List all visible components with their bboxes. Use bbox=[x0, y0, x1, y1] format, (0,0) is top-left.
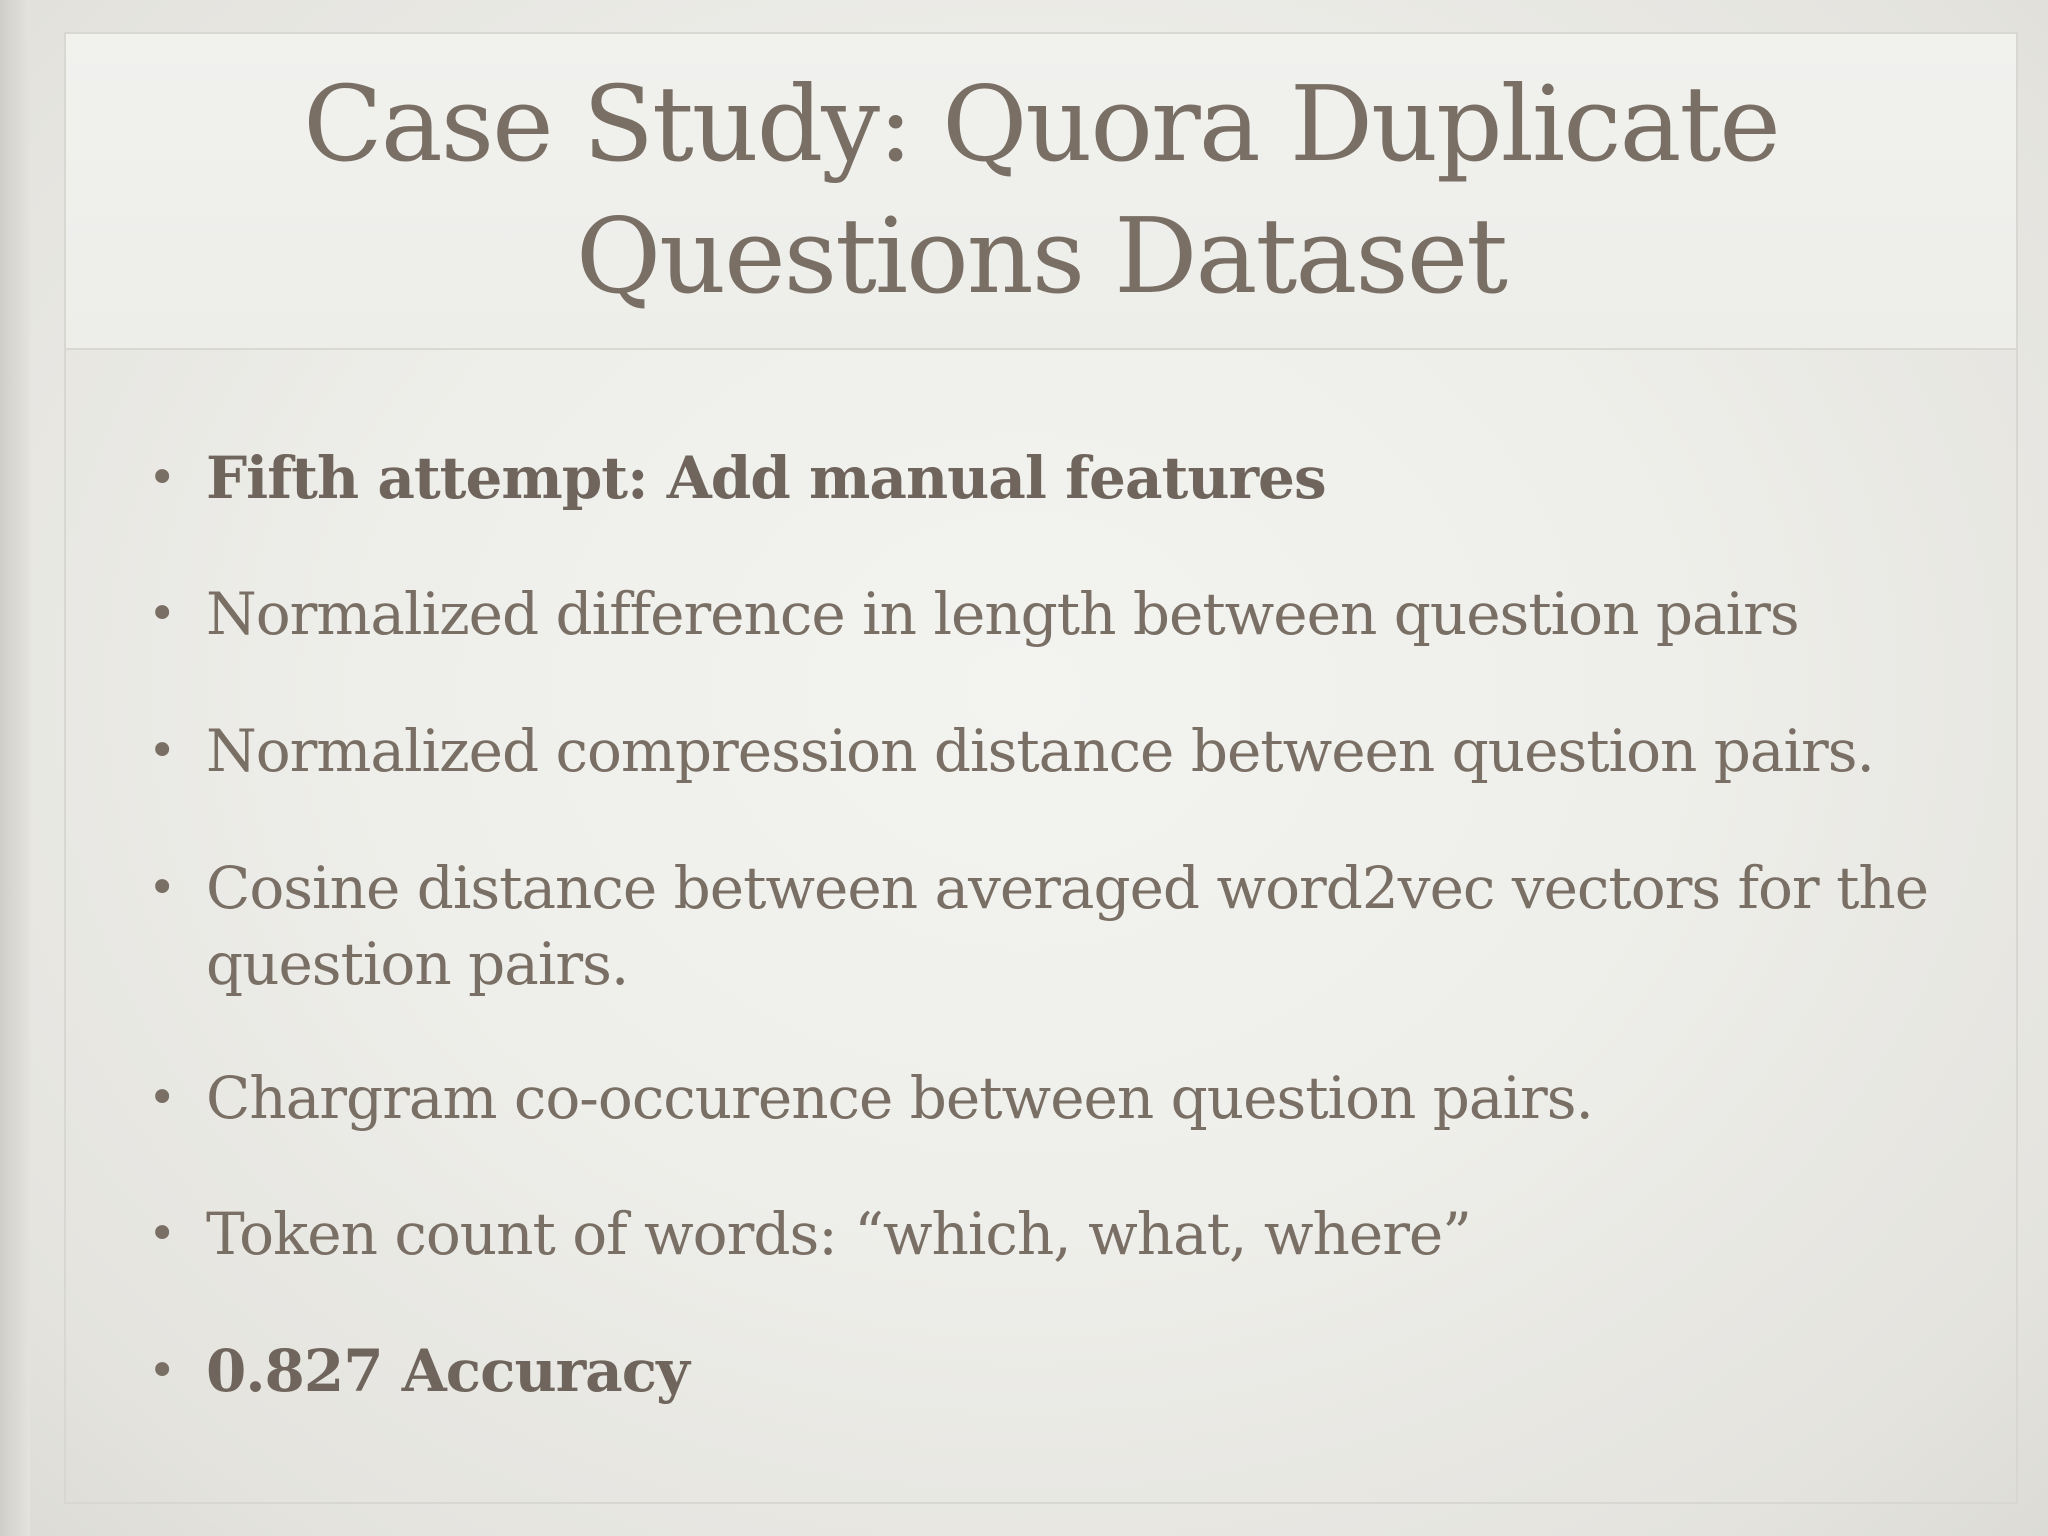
bullet-text: Chargram co-occurence between question pairs. bbox=[206, 1064, 1593, 1132]
bullet-text: Normalized compression distance between question pairs. bbox=[206, 717, 1874, 785]
bullet-dot-icon: • bbox=[148, 1206, 176, 1262]
bullet-item bbox=[148, 850, 1968, 1002]
bullet-item bbox=[148, 1196, 1968, 1272]
bullet-item bbox=[148, 1060, 1968, 1136]
bullet-item bbox=[148, 713, 1968, 789]
bullet-text: Fifth attempt: Add manual features bbox=[206, 444, 1326, 512]
bullet-text: Normalized difference in length between question pairs bbox=[206, 580, 1799, 648]
bullet-text: Cosine distance between averaged word2vec vectors for the question pairs. bbox=[206, 854, 1929, 998]
slide-left-edge bbox=[0, 0, 30, 1536]
bullet-text: Token count of words: “which, what, where” bbox=[206, 1200, 1471, 1268]
bullet-item bbox=[148, 440, 1968, 516]
bullet-text: 0.827 Accuracy bbox=[206, 1337, 689, 1405]
bullet-dot-icon: • bbox=[148, 1070, 176, 1126]
bullet-item bbox=[148, 576, 1968, 652]
bullet-dot-icon: • bbox=[148, 723, 176, 779]
bullet-dot-icon: • bbox=[148, 860, 176, 916]
bullet-dot-icon: • bbox=[148, 586, 176, 642]
bullet-dot-icon: • bbox=[148, 450, 176, 506]
bullet-item bbox=[148, 1333, 1968, 1409]
bullet-dot-icon: • bbox=[148, 1343, 176, 1399]
slide-title: Case Study: Quora Duplicate Questions Dataset bbox=[303, 63, 1779, 317]
